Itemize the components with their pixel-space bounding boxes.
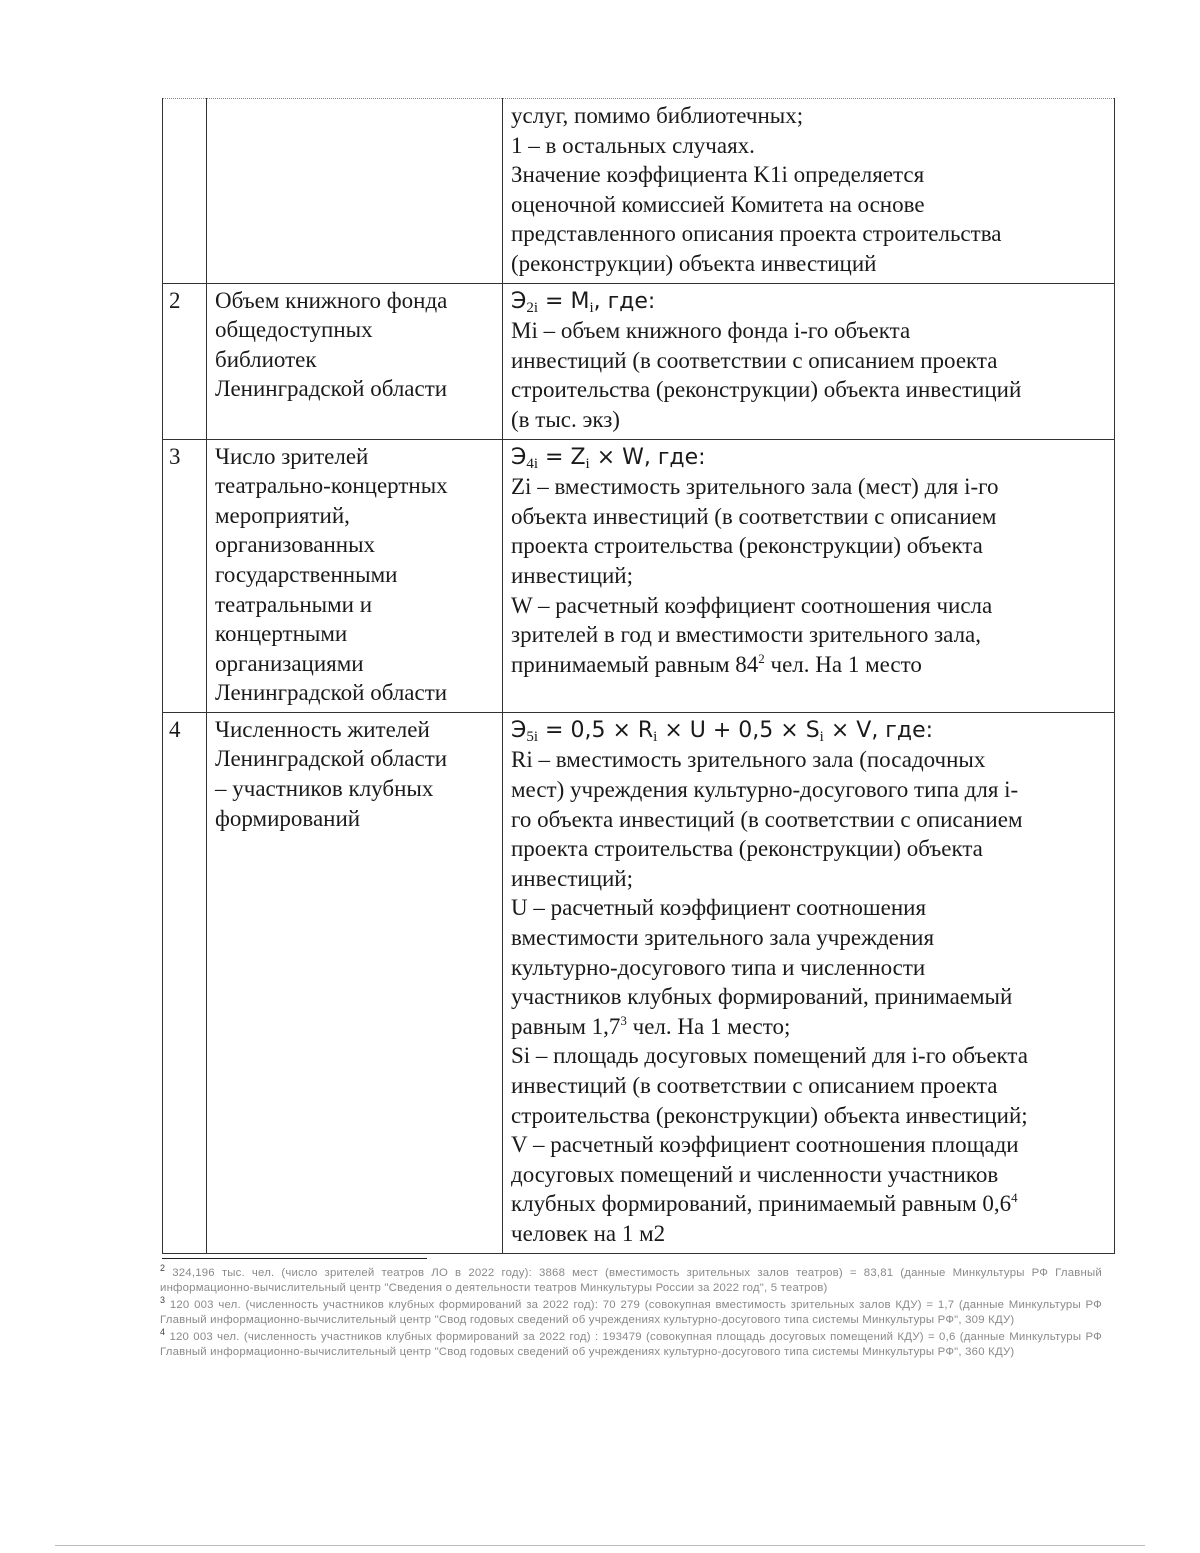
table-row: [163, 99, 1115, 284]
method-line: [511, 190, 1108, 220]
formula-rhs: = 0,5 × R: [538, 717, 654, 743]
indicator-line: концертными: [215, 621, 348, 647]
method-text: вместимости зрительного зала учреждения: [511, 925, 935, 951]
formula-lhs-subscript: 5i: [526, 728, 539, 745]
method-cell: [503, 99, 1115, 284]
method-line: [511, 101, 1108, 131]
formula-rhs: = M: [538, 288, 590, 314]
method-line: [511, 1101, 1108, 1131]
method-text: (в тыс. экз): [511, 406, 620, 432]
method-text: Ri – вместимость зрительного зала (посадочных: [511, 747, 986, 773]
formula-rhs-subscript: i: [653, 728, 658, 745]
footnote: [160, 1295, 1102, 1327]
method-text: U – расчетный коэффициент соотношения: [511, 895, 927, 921]
method-line: [511, 982, 1108, 1012]
indicator-line: Ленинградской области: [215, 376, 448, 402]
method-text: Zi – вместимость зрительного зала (мест) для i-го: [511, 474, 999, 500]
method-line: [511, 953, 1108, 983]
method-line: [511, 405, 1108, 435]
row-number: 2: [169, 287, 181, 313]
method-line: [511, 531, 1108, 561]
method-line: [511, 893, 1108, 923]
method-line: [511, 1160, 1108, 1190]
row-number-cell: [163, 439, 207, 712]
formula: [511, 286, 1108, 317]
indicator-line: общедоступных: [215, 317, 373, 343]
formula-rhs-subscript: i: [589, 299, 594, 316]
table-row: [163, 283, 1115, 439]
footnotes: [160, 1263, 1102, 1363]
formula-lhs: Э: [511, 288, 527, 314]
method-text-after: чел. На 1 место;: [626, 1013, 791, 1039]
indicator-line: организациями: [215, 650, 364, 676]
footnote-ref: 4: [1011, 1190, 1018, 1206]
page-bottom-edge: [55, 1545, 1145, 1546]
formula-rhs-subscript: i: [585, 455, 590, 472]
method-line: [511, 1041, 1108, 1071]
method-line: [511, 834, 1108, 864]
method-text: клубных формирований, принимаемый равным 0,6: [511, 1191, 1012, 1217]
row-number: 4: [169, 716, 181, 742]
indicator-line: Объем книжного фонда: [215, 287, 448, 313]
method-text: Значение коэффициента K1i определяется: [511, 162, 925, 188]
footnote-text: 324,196 тыс. чел. (число зрителей театров ЛО в 2022 году): 3868 мест (вместимость зрительных залов театров) = 83,81 (данные Минкультуры РФ Главный информационно-вычислительный центр "Сведения о деятельности театров Минкультуры России за 2022 год", 5 театров): [160, 1267, 1102, 1294]
method-text: представленного описания проекта строительства: [511, 221, 1002, 247]
indicator-line: библиотек: [215, 346, 317, 372]
method-text: го объекта инвестиций (в соответствии с описанием: [511, 806, 1023, 832]
method-text: мест) учреждения культурно-досугового типа для i-: [511, 777, 1019, 803]
method-text: проекта строительства (реконструкции) объекта: [511, 836, 983, 862]
indicator-cell: [207, 712, 503, 1253]
method-text: объекта инвестиций (в соответствии с описанием: [511, 503, 997, 529]
criteria-table-body: [163, 99, 1115, 1254]
footnote-text: 120 003 чел. (численность участников клубных формирований за 2022 год): 70 279 (совокупная вместимость зрительных залов КДУ) = 1,7 (данные Минкультуры РФ Главный информационно-вычислительный центр "Свод годовых сведений об учреждениях культурно-досугового типа системы Минкультуры РФ", 309 КДУ): [160, 1299, 1102, 1326]
method-line: [511, 219, 1108, 249]
method-line: [511, 864, 1108, 894]
formula-lhs-subscript: 2i: [526, 299, 539, 316]
indicator-cell: [207, 439, 503, 712]
row-number-cell: [163, 283, 207, 439]
table-row: [163, 712, 1115, 1253]
method-text: зрителей в год и вместимости зрительного зала,: [511, 622, 982, 648]
method-text: Mi – объем книжного фонда i-го объекта: [511, 318, 911, 344]
method-text: инвестиций;: [511, 865, 634, 891]
method-line: [511, 1071, 1108, 1101]
method-line: [511, 775, 1108, 805]
formula-tail-end: × V, где:: [823, 717, 934, 743]
method-text: (реконструкции) объекта инвестиций: [511, 250, 877, 276]
footnote: [160, 1327, 1102, 1359]
formula: [511, 715, 1108, 746]
method-line: [511, 591, 1108, 621]
method-cell: [503, 283, 1115, 439]
footnote-mark: 4: [160, 1327, 166, 1338]
method-text: услуг, помимо библиотечных;: [511, 103, 804, 128]
indicator-line: Ленинградской области: [215, 746, 448, 772]
method-text: культурно-досугового типа и численности: [511, 954, 926, 980]
row-number: 3: [169, 443, 181, 469]
footnote-ref: 2: [758, 650, 765, 666]
method-line: [511, 375, 1108, 405]
method-line: [511, 650, 1108, 680]
method-line: [511, 923, 1108, 953]
method-cell: [503, 712, 1115, 1253]
method-line: [511, 316, 1108, 346]
method-text: инвестиций;: [511, 562, 634, 588]
indicator-line: – участников клубных: [215, 776, 434, 802]
footnote-mark: 3: [160, 1295, 166, 1306]
formula-tail: × W, где:: [589, 444, 706, 470]
method-line: [511, 502, 1108, 532]
method-line: [511, 805, 1108, 835]
indicator-line: формирований: [215, 805, 361, 831]
method-line: [511, 472, 1108, 502]
method-text: досуговых помещений и численности участников: [511, 1161, 999, 1187]
method-text: строительства (реконструкции) объекта инвестиций;: [511, 1102, 1028, 1128]
indicator-line: Ленинградской области: [215, 680, 448, 706]
formula-tail: , где:: [593, 288, 656, 314]
method-line: [511, 561, 1108, 591]
formula: [511, 442, 1108, 473]
method-text: оценочной комиссией Комитета на основе: [511, 191, 925, 217]
method-text: V – расчетный коэффициент соотношения площади: [511, 1132, 1019, 1158]
method-text: человек на 1 м2: [511, 1220, 666, 1246]
footnote: [160, 1263, 1102, 1295]
indicator-line: Численность жителей: [215, 716, 430, 742]
footnote-ref: 3: [620, 1012, 627, 1028]
footnote-separator: [162, 1258, 427, 1259]
table-row: [163, 439, 1115, 712]
criteria-table: [162, 98, 1115, 1254]
formula-lhs-subscript: 4i: [526, 455, 539, 472]
method-line: [511, 745, 1108, 775]
method-text: проекта строительства (реконструкции) объекта: [511, 533, 983, 559]
row-number-cell: [163, 712, 207, 1253]
method-line: [511, 1130, 1108, 1160]
formula-lhs: Э: [511, 444, 527, 470]
indicator-line: государственными: [215, 561, 398, 587]
indicator-line: театральными и: [215, 591, 373, 617]
method-line: [511, 160, 1108, 190]
method-text: принимаемый равным 84: [511, 651, 759, 677]
method-text: инвестиций (в соответствии с описанием проекта: [511, 347, 998, 373]
formula-lhs: Э: [511, 717, 527, 743]
method-line: [511, 249, 1108, 279]
method-text: строительства (реконструкции) объекта инвестиций: [511, 377, 1022, 403]
method-line: [511, 1012, 1108, 1042]
indicator-line: организованных: [215, 532, 376, 558]
formula-tail-subscript: i: [819, 728, 824, 745]
method-line: [511, 346, 1108, 376]
indicator-line: театрально-концертных: [215, 473, 448, 499]
formula-rhs: = Z: [538, 444, 586, 470]
method-line: [511, 1189, 1108, 1219]
footnote-mark: 2: [160, 1263, 166, 1273]
method-text-after: чел. На 1 место: [764, 651, 922, 677]
formula-tail: × U + 0,5 × S: [657, 717, 820, 743]
method-text: Si – площадь досуговых помещений для i-го объекта: [511, 1043, 1028, 1069]
method-text: 1 – в остальных случаях.: [511, 132, 755, 158]
method-cell: [503, 439, 1115, 712]
method-text: инвестиций (в соответствии с описанием проекта: [511, 1073, 998, 1098]
method-text: W – расчетный коэффициент соотношения числа: [511, 592, 993, 618]
indicator-cell: [207, 283, 503, 439]
indicator-line: Число зрителей: [215, 443, 369, 469]
method-text: равным 1,7: [511, 1013, 621, 1039]
indicator-line: мероприятий,: [215, 502, 350, 528]
indicator-cell: [207, 99, 503, 284]
method-line: [511, 131, 1108, 161]
footnote-text: 120 003 чел. (численность участников клубных формирований за 2022 год) : 193479 (совокупная площадь досуговых помещений КДУ) = 0,6 (данные Минкультуры РФ Главный информационно-вычислительный центр "Свод годовых сведений об учреждениях культурно-досугового типа системы Минкультуры РФ", 360 КДУ): [160, 1331, 1102, 1358]
method-line: [511, 620, 1108, 650]
row-number-cell: [163, 99, 207, 284]
method-text: участников клубных формирований, принимаемый: [511, 984, 1013, 1010]
method-line: [511, 1219, 1108, 1249]
